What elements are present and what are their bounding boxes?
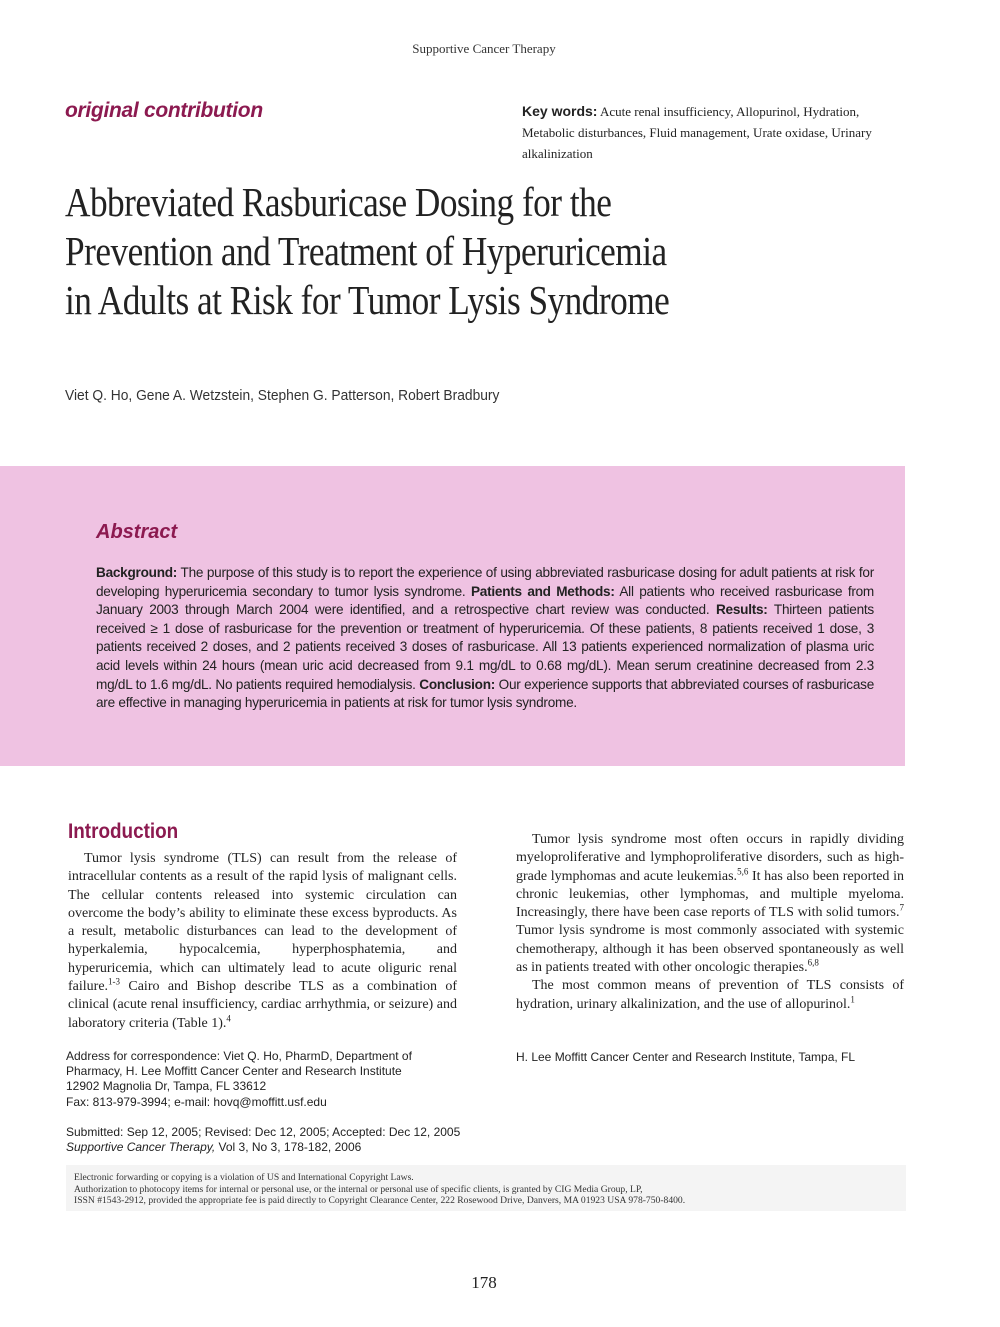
abstract-results-text: Thirteen patients received ≥ 1 dose of rasburicase for the prevention or treatment of hyperuricemia. Of these patients, 8 patients received 1 dose, 3 patients received 2 doses, and 2 patients received 3 doses of rasburicase. All 13 patients experienced normalization of plasma uric acid levels within 24 hours (mean uric acid decreased from 9.1 mg/dL to 0.68 mg/dL). Mean serum creatinine decreased from 2.3 mg/dL to 1.6 mg/dL. No patients required hemodialysis.: [96, 602, 874, 692]
citation-ref: 4: [226, 1013, 231, 1024]
citation-ref: 5,6: [737, 865, 749, 876]
title-line-3: in Adults at Risk for Tumor Lysis Syndrome: [65, 277, 670, 323]
citation-ref: 7: [899, 902, 904, 913]
article-title: [65, 178, 822, 325]
keywords-block: [522, 101, 882, 164]
introduction-heading: Introduction: [68, 820, 179, 843]
keywords-line-1: Acute renal insufficiency, Allopurinol, Hydration,: [600, 104, 860, 119]
author-list: Viet Q. Ho, Gene A. Wetzstein, Stephen G. Patterson, Robert Bradbury: [65, 387, 500, 404]
abstract-conclusion-label: Conclusion:: [419, 676, 496, 692]
page-number: 178: [471, 1273, 497, 1292]
abstract-heading: Abstract: [96, 521, 178, 543]
intro-paragraph-3: The most common means of prevention of TLS consists of hydration, urinary alkalinization, and the use of allopurinol.$^1$: [516, 978, 904, 1012]
abstract-methods-label: Patients and Methods:: [470, 583, 615, 599]
abstract-results-label: Results:: [715, 602, 768, 618]
submission-dates: Submitted: Sep 12, 2005; Revised: Dec 12, 2005; Accepted: Dec 12, 2005: [66, 1125, 461, 1139]
keywords-label: Key words:: [522, 103, 598, 119]
citation-ref: 6,8: [807, 957, 819, 968]
intro-paragraph-2: Tumor lysis syndrome most often occurs in rapidly dividing myeloproliferative and lymphoproliferative disorders, such as high-grade lymphomas and acute leukemias.$^{5,6}$ It has also been reported in chronic leukemias, other lymphomas, and multiple myeloma. Increasingly, there have been case reports of TLS with solid tumors.$^7$ Tumor lysis syndrome is most commonly associated with systemic chemotherapy, although it has been observed spontaneously as well as in patients treated with other oncologic therapies.$^{6,8}$: [516, 832, 904, 976]
section-label: original contribution: [65, 99, 263, 122]
body-column-right: [516, 831, 904, 1014]
copyright-notice: Electronic forwarding or copying is a violation of US and International Copyright Laws. Authorization to photocopy items for internal or personal use, or the internal or personal use of specific clients, is granted by CIG Media Group, LP, ISSN #1543-2912, provided the appropriate fee is paid directly to Copyright Clearance Center, 222 Rosewood Drive, Danvers, MA 01923 USA 978-750-8400.: [74, 1172, 686, 1207]
citation-ref: 1-3: [108, 976, 121, 987]
intro-paragraph-1: Tumor lysis syndrome (TLS) can result from the release of intracellular contents as a result of the rapid lysis of malignant cells. The cellular contents released into systemic circulation can overcome the body’s ability to eliminate these excess byproducts. As a result, metabolic disturbances can lead to the development of hyperkalemia, hypocalcemia, hyperphosphatemia, and hyperuricemia, which can ultimately lead to acute oliguric renal failure.$^{1-3}$ Cairo and Bishop describe TLS as a combination of clinical (acute renal insufficiency, cardiac arrhythmia, or seizure) and laboratory criteria (Table 1).$^4$: [68, 851, 457, 1031]
abstract-methods-text: All patients who received rasburicase from January 2003 through March 2004 were identified, and a retrospective chart review was conducted.: [96, 583, 875, 618]
correspondence-address: Address for correspondence: Viet Q. Ho, PharmD, Department of Pharmacy, H. Lee Moffitt Cancer Center and Research Institute 12902 Magnolia Dr, Tampa, FL 33612 Fax: 813-979-3994; e-mail: hovq@moffitt.usf.edu: [66, 1049, 412, 1109]
journal-running-header: Supportive Cancer Therapy: [412, 41, 556, 56]
abstract-background-text: The purpose of this study is to report the experience of using abbreviated rasburicase dosing for adult patients at risk for developing hyperuricemia secondary to tumor lysis syndrome.: [96, 565, 874, 599]
citation-line: Supportive Cancer Therapy, Vol 3, No 3, 178-182, 2006: [66, 1140, 362, 1155]
abstract-body: [96, 564, 874, 713]
keywords-line-2: Metabolic disturbances, Fluid management, Urate oxidase, Urinary alkalinization: [522, 125, 872, 161]
body-column-left: [68, 850, 457, 1033]
abstract-background-label: Background:: [96, 565, 178, 580]
title-line-2: Prevention and Treatment of Hyperuricemia: [65, 228, 667, 274]
submission-info: [66, 1125, 486, 1155]
citation-ref: 1: [850, 994, 855, 1005]
title-line-1: Abbreviated Rasburicase Dosing for the: [65, 179, 612, 225]
abstract-conclusion-text: Our experience supports that abbreviated courses of rasburicase are effective in managing hyperuricemia in patients at risk for tumor lysis syndrome.: [96, 676, 875, 711]
author-affiliation: H. Lee Moffitt Cancer Center and Research Institute, Tampa, FL: [516, 1050, 856, 1064]
